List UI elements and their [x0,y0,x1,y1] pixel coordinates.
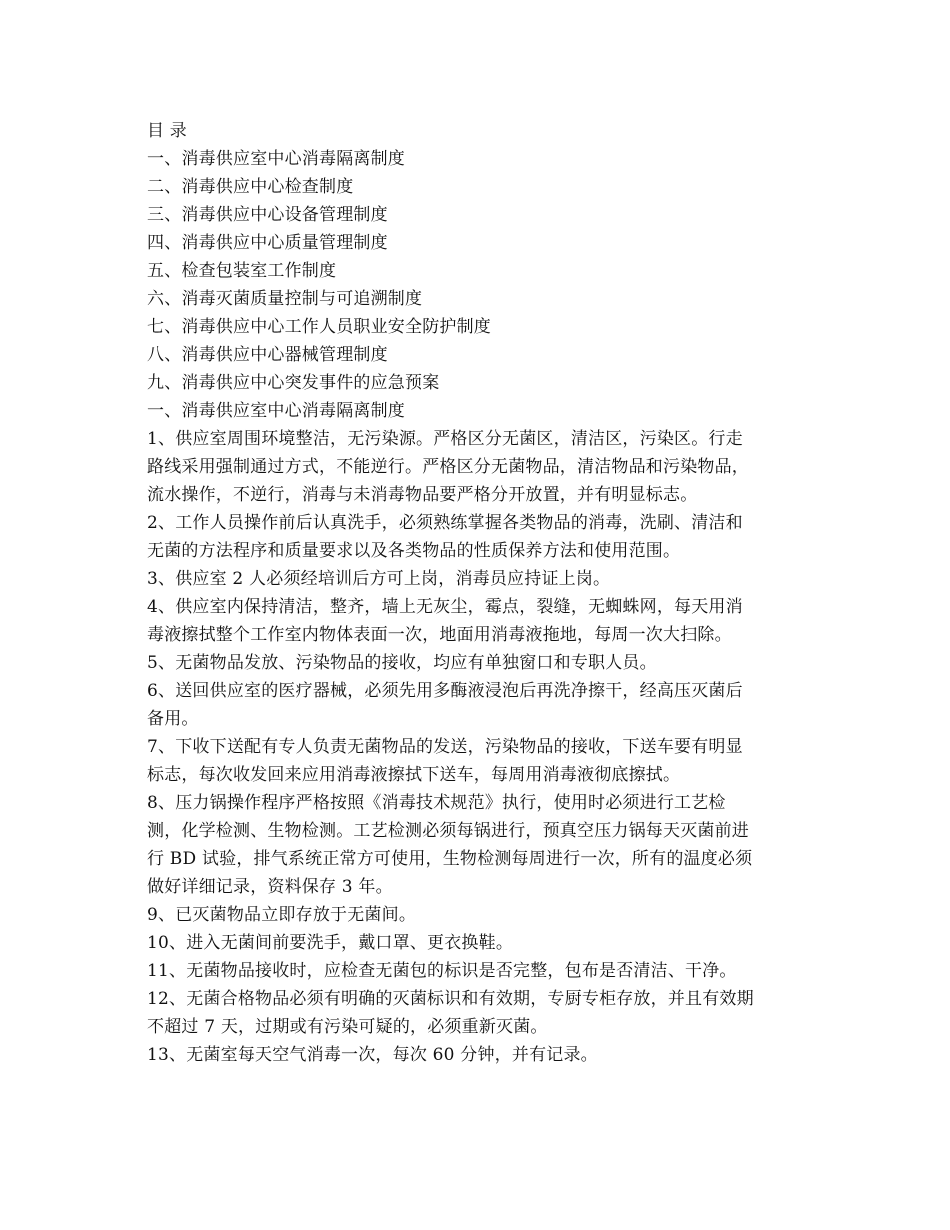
body-line: 不超过 7 天，过期或有污染可疑的，必须重新灭菌。 [147,1017,548,1037]
body-line: 6、送回供应室的医疗器械，必须先用多酶液浸泡后再洗净擦干，经高压灭菌后 [147,681,743,701]
toc-item-7: 七、消毒供应中心工作人员职业安全防护制度 [147,317,491,337]
toc-item-2: 二、消毒供应中心检查制度 [147,177,354,197]
body-line: 2、工作人员操作前后认真洗手，必须熟练掌握各类物品的消毒，洗刷、清洁和 [147,513,743,533]
section-heading: 一、消毒供应室中心消毒隔离制度 [147,401,405,421]
body-line: 行 BD 试验，排气系统正常方可使用，生物检测每周进行一次，所有的温度必须 [147,849,753,869]
body-line: 4、供应室内保持清洁，整齐，墙上无灰尘，霉点，裂缝，无蜘蛛网，每天用消 [147,597,743,617]
body-line: 标志，每次收发回来应用消毒液擦拭下送车，每周用消毒液彻底擦拭。 [147,765,681,785]
body-line: 9、已灭菌物品立即存放于无菌间。 [147,905,417,925]
toc-item-9: 九、消毒供应中心突发事件的应急预案 [147,373,440,393]
body-line: 1、供应室周围环境整洁，无污染源。严格区分无菌区，清洁区，污染区。行走 [147,429,743,449]
toc-item-8: 八、消毒供应中心器械管理制度 [147,345,388,365]
body-line: 5、无菌物品发放、污染物品的接收，均应有单独窗口和专职人员。 [147,653,657,673]
toc-item-3: 三、消毒供应中心设备管理制度 [147,205,388,225]
body-line: 流水操作，不逆行，消毒与未消毒物品要严格分开放置，并有明显标志。 [147,485,698,505]
body-line: 8、压力锅操作程序严格按照《消毒技术规范》执行，使用时必须进行工艺检 [147,793,726,813]
body-line: 做好详细记录，资料保存 3 年。 [147,877,393,897]
body-line: 毒液擦拭整个工作室内物体表面一次，地面用消毒液拖地，每周一次大扫除。 [147,625,732,645]
body-line: 测，化学检测、生物检测。工艺检测必须每锅进行，预真空压力锅每天灭菌前进 [147,821,749,841]
body-line: 7、下收下送配有专人负责无菌物品的发送，污染物品的接收，下送车要有明显 [147,737,743,757]
toc-item-1: 一、消毒供应室中心消毒隔离制度 [147,149,405,169]
toc-item-5: 五、检查包装室工作制度 [147,261,337,281]
toc-item-4: 四、消毒供应中心质量管理制度 [147,233,388,253]
toc-heading: 目 录 [147,121,188,141]
body-line: 路线采用强制通过方式，不能逆行。严格区分无菌物品，清洁物品和污染物品， [147,457,749,477]
body-line: 13、无菌室每天空气消毒一次，每次 60 分钟，并有记录。 [147,1045,598,1065]
body-line: 备用。 [147,709,199,729]
body-line: 无菌的方法程序和质量要求以及各类物品的性质保养方法和使用范围。 [147,541,681,561]
body-line: 3、供应室 2 人必须经培训后方可上岗，消毒员应持证上岗。 [147,569,611,589]
body-line: 12、无菌合格物品必须有明确的灭菌标识和有效期，专厨专柜存放，并且有效期 [147,989,754,1009]
toc-item-6: 六、消毒灭菌质量控制与可追溯制度 [147,289,423,309]
body-line: 11、无菌物品接收时，应检查无菌包的标识是否完整，包布是否清洁、干净。 [147,961,737,981]
body-line: 10、进入无菌间前要洗手，戴口罩、更衣换鞋。 [147,933,514,953]
document-page [147,117,807,1069]
